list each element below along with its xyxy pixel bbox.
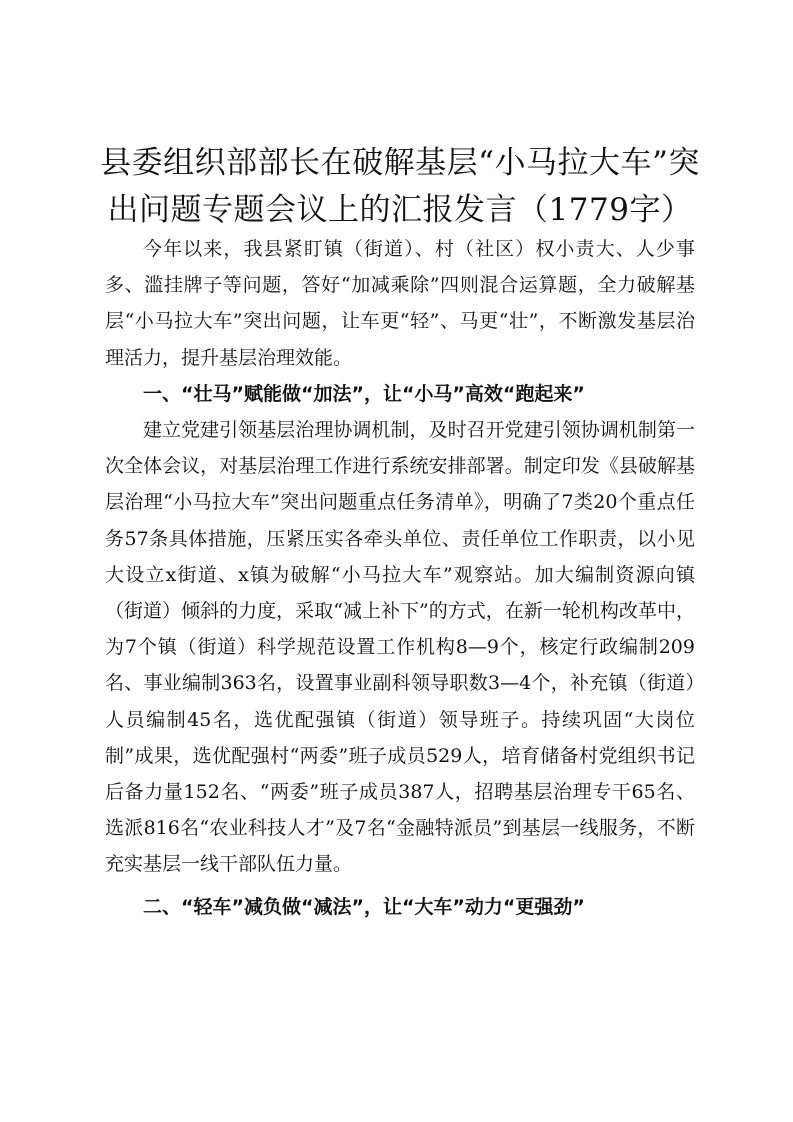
intro-paragraph: 今年以来，我县紧盯镇（街道）、村（社区）权小责大、人少事多、滥挂牌子等问题，答好“加减乘除”四则混合运算题，全力破解基层“小马拉大车”突出问题，让车更“轻”、马更“壮”，不断激发基层治理活力，提升基层治理效能。 — [105, 238, 695, 369]
document-body — [105, 231, 695, 925]
section-2-heading: 二、“轻车”减负做“减法”，让“大车”动力“更强劲” — [143, 895, 585, 918]
section-1-heading: 一、“壮马”赋能做“加法”，让“小马”高效“跑起来” — [143, 382, 585, 405]
section-1-paragraph: 建立党建引领基层治理协调机制，及时召开党建引领协调机制第一次全体会议，对基层治理工作进行系统安排部署。制定印发《县破解基层治理“小马拉大车”突出问题重点任务清单》，明确了7类20个重点任务57条具体措施，压紧压实各牵头单位、责任单位工作职责，以小见大设立x街道、x镇为破解“小马拉大车”观察站。加大编制资源向镇（街道）倾斜的力度，采取“减上补下”的方式，在新一轮机构改革中，为7个镇（街道）科学规范设置工作机构8—9个，核定行政编制209名、事业编制363名，设置事业副科领导职数3—4个，补充镇（街道）人员编制45名，选优配强镇（街道）领导班子。持续巩固“大岗位制”成果，选优配强村“两委”班子成员529人，培育储备村党组织书记后备力量152名、“两委”班子成员387人，招聘基层治理专干65名、选派816名“农业科技人才”及7名“金融特派员”到基层一线服务，不断充实基层一线干部队伍力量。 — [105, 419, 695, 876]
document-title: 县委组织部部长在破解基层“小马拉大车”突出问题专题会议上的汇报发言（1779字） — [100, 145, 700, 228]
